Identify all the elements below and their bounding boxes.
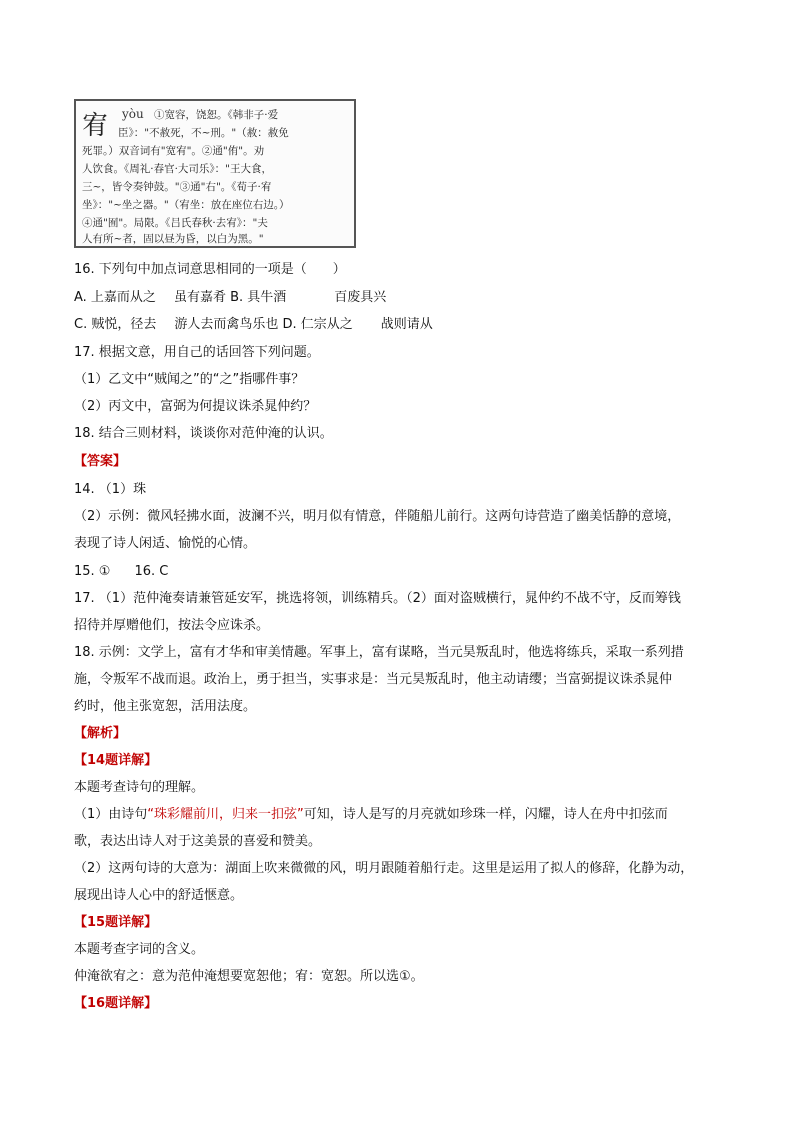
detail-14-text: 可知，诗人是写的月亮就如珍珠一样，闪耀，诗人在舟中扣弦而 <box>303 807 668 822</box>
answer-18-line: 18. 示例：文学上，富有才华和审美情趣。军事上，富有谋略，当元昊叛乱时，他选将练兵，采取一系列措 <box>74 645 684 660</box>
answer-14-line: 14. （1）珠 <box>74 482 147 497</box>
question-17-part-1: （1）乙文中“贼闻之”的“之”指哪件事？ <box>74 372 305 387</box>
answer-15-16-line <box>74 562 168 582</box>
detail-14-header: 【14题详解】 <box>74 753 158 768</box>
dict-line: 坐》："~坐之器。"（宥坐：放在座位右边。） <box>82 199 290 211</box>
option-a-part: 虽有嘉肴 B. 具牛酒 <box>173 290 287 305</box>
question-18-stem: 18. 结合三则材料，谈谈你对范仲淹的认识。 <box>74 426 333 441</box>
answer-18-line: 施，令叛军不战而退。政治上，勇于担当，实事求是：当元昊叛乱时，他主动请缨；当富弼提议诛杀晁仲 <box>74 672 673 687</box>
dict-line: 人饮食。《周礼·春官·大司乐》："王大食， <box>82 163 273 175</box>
question-16-options-cd <box>74 315 433 335</box>
option-d-part: 战则请从 <box>380 317 433 332</box>
dict-headword: 宥 <box>82 111 109 141</box>
answer-14-line: （2）示例：微风轻拂水面，波澜不兴，明月似有情意，伴随船儿前行。这两句诗营造了幽美恬静的意境， <box>74 509 681 524</box>
detail-14-quote: “珠彩耀前川，归来一扣弦” <box>147 807 304 822</box>
question-17-part-2: （2）丙文中，富弼为何提议诛杀晁仲约？ <box>74 399 317 414</box>
answer-17-line: 招待并厚赠他们，按法令应诛杀。 <box>74 618 270 633</box>
dict-line: 三~，皆令奏钟鼓。"③通"右"。《荀子·宥 <box>82 181 272 193</box>
detail-14-line: 展现出诗人心中的舒适惬意。 <box>74 888 244 903</box>
dict-line: 臣》："不赦死，不~刑。"（赦：赦免 <box>118 127 289 139</box>
analysis-header: 【解析】 <box>74 726 127 741</box>
detail-16-header: 【16题详解】 <box>74 996 158 1011</box>
detail-14-text: （1）由诗句 <box>74 807 148 822</box>
option-b-part: 百废具兴 <box>334 290 387 305</box>
question-17-stem: 17. 根据文意，用自己的话回答下列问题。 <box>74 345 320 360</box>
answer-header: 【答案】 <box>74 454 127 469</box>
question-16-stem: 16. 下列句中加点词意思相同的一项是（ ） <box>74 262 346 277</box>
detail-14-line: 歌，表达出诗人对于这美景的喜爱和赞美。 <box>74 834 322 849</box>
detail-15-line: 仲淹欲宥之：意为范仲淹想要宽恕他；宥：宽恕。所以选①。 <box>74 969 424 984</box>
answer-16: 16. C <box>134 564 169 579</box>
question-16-options-ab <box>74 288 386 308</box>
option-a-part: A. 上嘉而从之 <box>74 290 156 305</box>
detail-14-line: （2）这两句诗的大意为：湖面上吹来微微的风，明月跟随着船行走。这里是运用了拟人的修辞，化静为动， <box>74 861 694 876</box>
detail-15-intro: 本题考查字词的含义。 <box>74 942 205 957</box>
answer-15: 15. ① <box>74 564 111 579</box>
dict-line: 人有所~者，固以昼为昏，以白为黑。" <box>82 233 264 245</box>
answer-18-line: 约时，他主张宽恕，活用法度。 <box>74 699 257 714</box>
option-c-part: 游人去而禽鸟乐也 D. 仁宗从之 <box>174 317 353 332</box>
detail-14-line <box>74 805 668 825</box>
dict-line: ①宽容，饶恕。《韩非子·爱 <box>154 109 279 121</box>
dict-line: ④通"囿"。局限。《吕氏春秋·去宥》："夫 <box>82 217 268 229</box>
dict-line: 死罪。）双音词有"宽宥"。②通"侑"。劝 <box>82 145 265 157</box>
option-c-part: C. 贼悦，径去 <box>74 317 157 332</box>
answer-17-line: 17. （1）范仲淹奏请兼管延安军，挑选将领，训练精兵。（2）面对盗贼横行，晁仲约不战不守，反而筹钱 <box>74 591 681 606</box>
dict-pinyin: yòu <box>122 107 144 121</box>
dictionary-entry-image <box>74 99 356 248</box>
detail-15-header: 【15题详解】 <box>74 915 158 930</box>
detail-14-intro: 本题考查诗句的理解。 <box>74 780 205 795</box>
answer-14-line: 表现了诗人闲适、愉悦的心情。 <box>74 536 257 551</box>
